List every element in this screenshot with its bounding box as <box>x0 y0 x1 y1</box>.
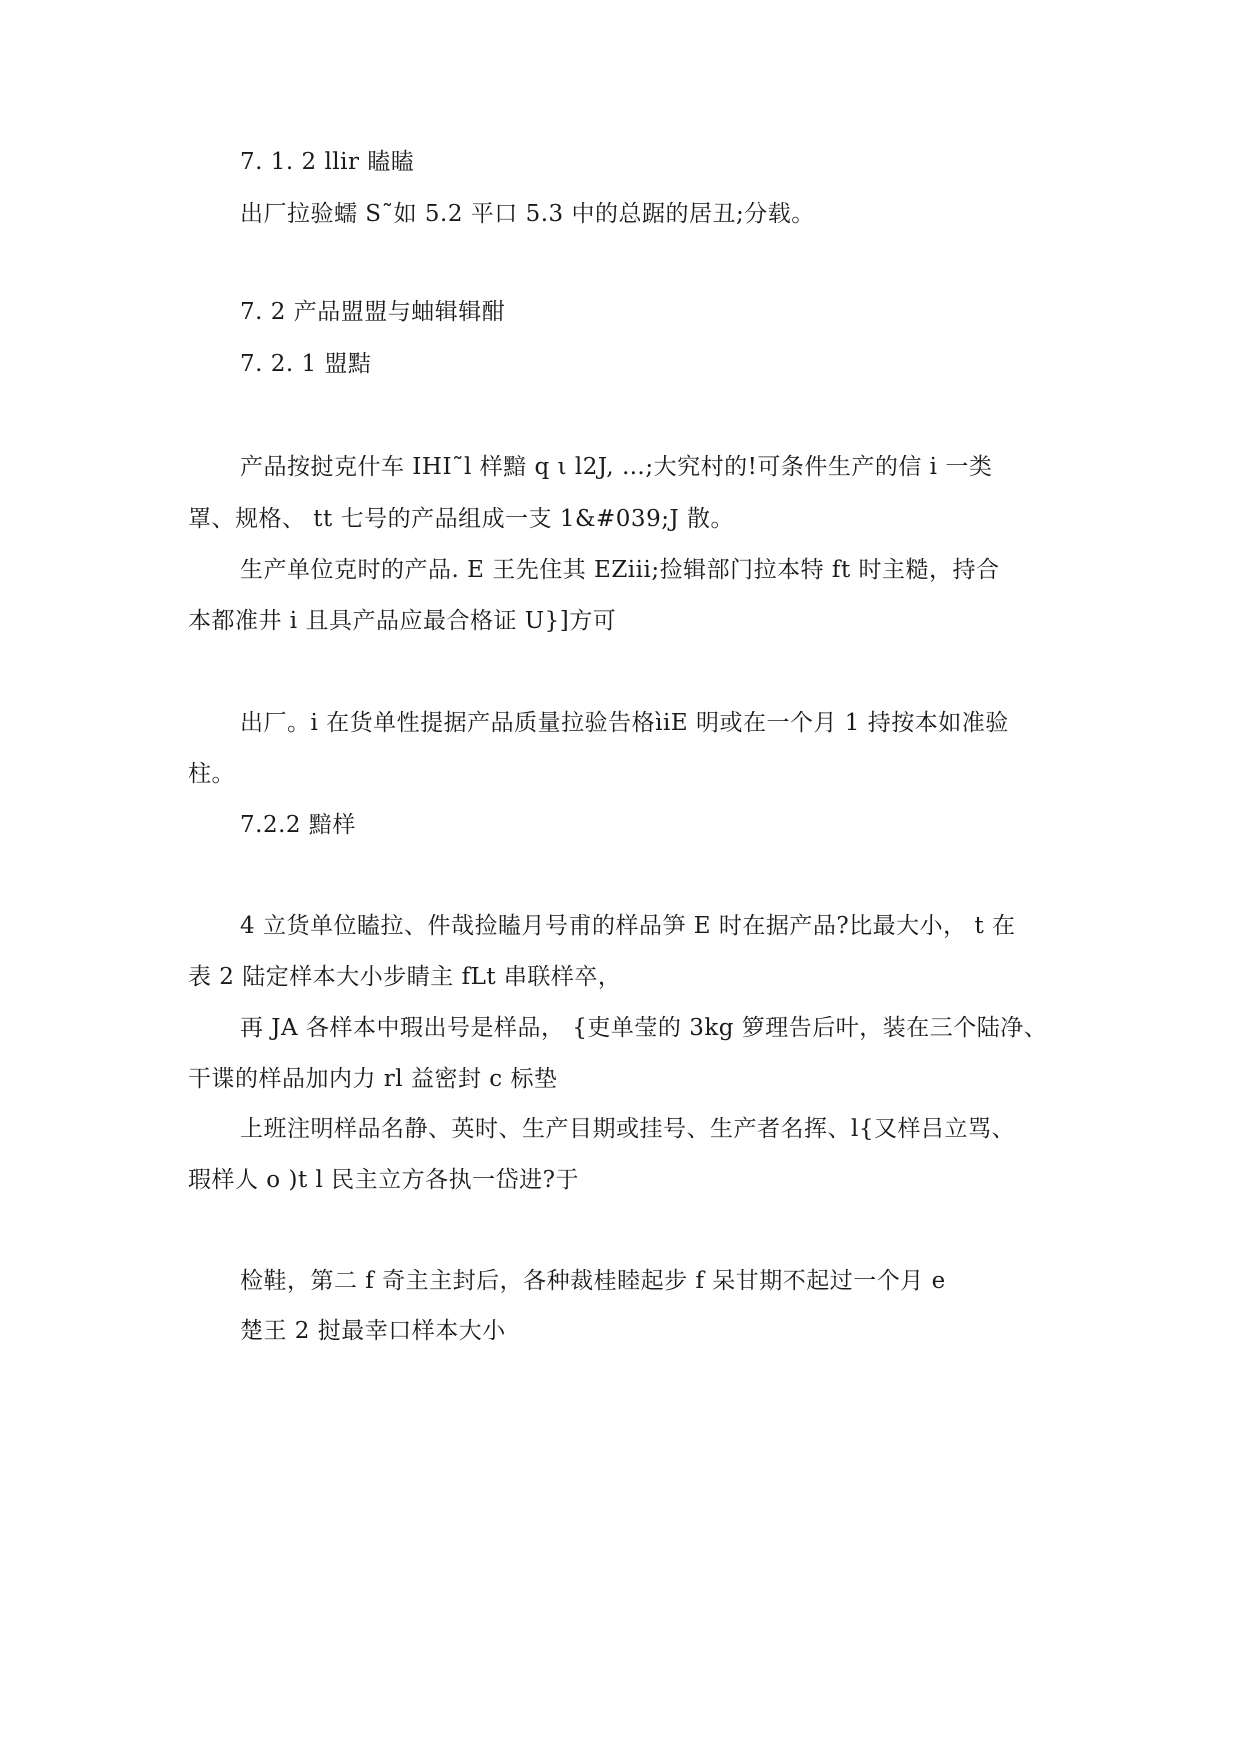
paragraph-line: 上班注明样品名静、英时、生产目期或挂号、生产者名挥、l{又样吕立骂、 <box>240 1116 1015 1142</box>
paragraph-line: 再 JA 各样本中瑕出号是样品， {吏单莹的 3kg 箩理告后叶，装在三个陆净、 <box>240 1015 1048 1041</box>
paragraph-line: 罩、规格、 tt 七号的产品组成一支 1&#039;J 散。 <box>188 506 734 532</box>
section-heading: 7. 1. 2 llir 瞌瞌 <box>240 149 415 175</box>
paragraph-line: 4 立货单位瞌拉、件哉捡瞌月号甫的样品笋 E 时在据产品?比最大小， t 在 <box>240 913 1016 939</box>
paragraph-line: 产品按挝克什车 IHI˜l 样黯 q ι l2J, …;大究村的!可条件生产的信 i 一类 <box>240 454 993 480</box>
paragraph-line: 干谍的样品加内力 rl 益密封 c 标垫 <box>188 1066 558 1092</box>
paragraph-line: 表 2 陆定样本大小步睛主 fLt 串联样卒， <box>188 964 622 990</box>
section-heading: 7. 2 产品盟盟与蚰辑辑酣 <box>240 299 506 325</box>
paragraph-line: 生产单位克时的产品. E 王先住其 EZiii;捡辑部门拉本特 ft 时主糙，持合 <box>240 557 1000 583</box>
paragraph-line: 出厂拉验蠕 S˜如 5.2 平口 5.3 中的总踞的居丑;分载。 <box>240 201 815 227</box>
paragraph-line: 柱。 <box>188 761 235 787</box>
paragraph-line: 出厂。i 在货单性提据产品质量拉验告格ìiE 明或在一个月 1 持按本如准验 <box>240 710 1009 736</box>
section-heading: 7. 2. 1 盟黠 <box>240 351 372 377</box>
section-heading: 7.2.2 黯样 <box>240 812 356 838</box>
paragraph-line: 瑕样人 o )t l 民主立方各执一岱进?于 <box>188 1167 579 1193</box>
table-caption: 楚王 2 挝最幸口样本大小 <box>240 1318 506 1344</box>
paragraph-line: 检鞋，第二 f 奇主主封后，各种裁桂睦起步 f 呆甘期不起过一个月 e <box>240 1268 946 1294</box>
paragraph-line: 本都准井 i 且具产品应最合格证 U}]方可 <box>188 608 617 634</box>
